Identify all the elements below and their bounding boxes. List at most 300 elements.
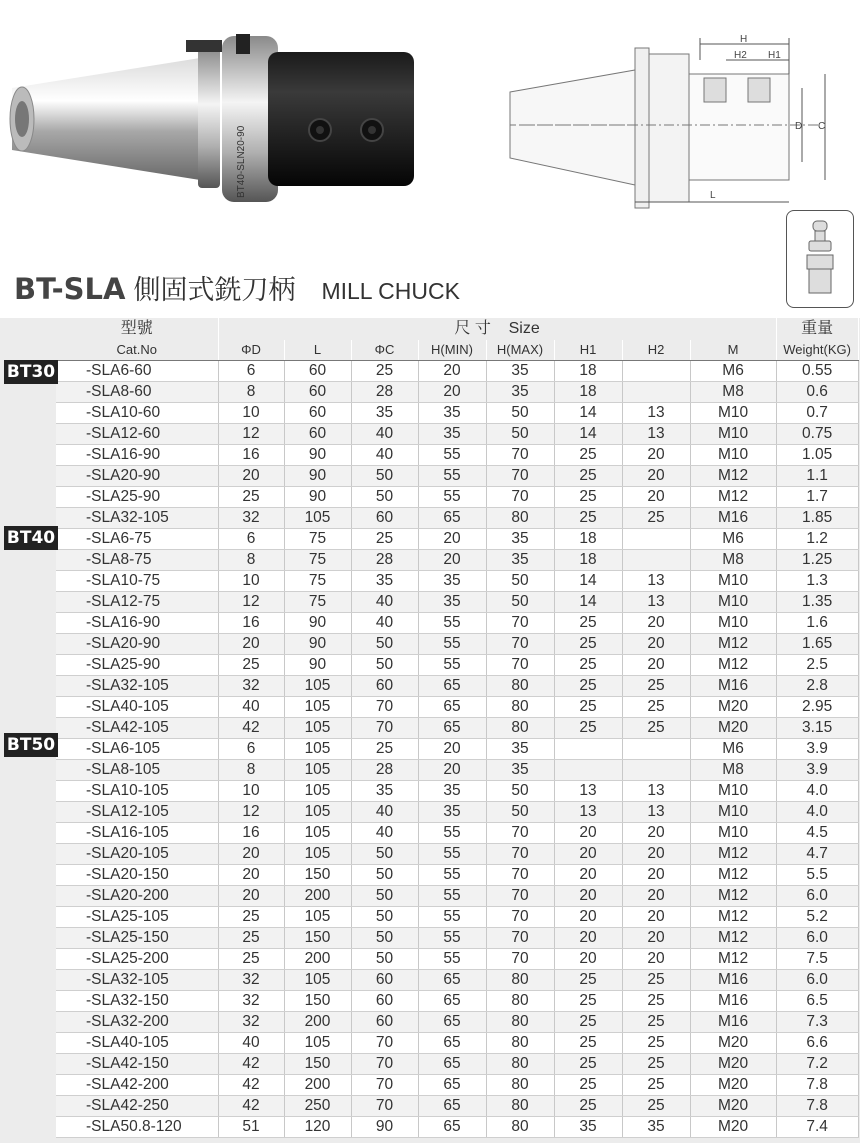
cell-cat-no: -SLA25-150 [56,928,218,949]
table-cell: 150 [284,865,351,886]
table-cell: 7.2 [776,1054,858,1075]
table-cell: 25 [218,655,284,676]
table-cell: 20 [554,928,622,949]
table-cell: 25 [351,529,418,550]
table-cell: 50 [486,781,554,802]
column-header: M [690,340,776,361]
table-cell: 150 [284,991,351,1012]
table-cell: 25 [622,1033,690,1054]
table-cell: M6 [690,361,776,382]
header-row-top [56,318,858,340]
table-cell: 6.0 [776,886,858,907]
table-cell: 70 [351,1096,418,1117]
table-cell: 25 [622,718,690,739]
table-cell: M12 [690,487,776,508]
table-cell: 105 [284,1033,351,1054]
table-cell: 50 [486,424,554,445]
table-cell: 20 [622,865,690,886]
cell-cat-no: -SLA40-105 [56,697,218,718]
table-cell: 25 [554,655,622,676]
table-cell [554,739,622,760]
diagram-label-d: D [795,121,803,132]
table-cell: 16 [218,445,284,466]
table-cell: 65 [418,1096,486,1117]
table-row [56,655,858,676]
table-row [56,1096,858,1117]
table-cell: 1.3 [776,571,858,592]
table-cell: M12 [690,634,776,655]
title-code: BT-SLA [14,272,126,306]
table-cell: 50 [351,865,418,886]
table-cell: M8 [690,382,776,403]
table-cell: 0.6 [776,382,858,403]
table-cell: 13 [622,802,690,823]
table-cell: 20 [418,760,486,781]
table-cell: 14 [554,424,622,445]
column-header: Cat.No [56,340,218,361]
table-cell: 25 [218,928,284,949]
table-cell: 50 [486,592,554,613]
cell-cat-no: -SLA12-60 [56,424,218,445]
header-size-cn: 尺 寸 [454,320,491,337]
table-cell: M6 [690,529,776,550]
table-cell: 25 [554,466,622,487]
table-cell: 1.05 [776,445,858,466]
table-cell: 0.55 [776,361,858,382]
table-cell: 50 [351,634,418,655]
column-header: H2 [622,340,690,361]
table-cell: 105 [284,781,351,802]
table-cell: 65 [418,697,486,718]
table-cell: 70 [486,613,554,634]
cell-cat-no: -SLA6-75 [56,529,218,550]
table-cell: 25 [622,508,690,529]
table-cell: 25 [554,613,622,634]
table-cell: 35 [418,571,486,592]
table-cell: 12 [218,592,284,613]
cell-cat-no: -SLA20-90 [56,634,218,655]
table-cell [622,361,690,382]
table-cell: 200 [284,949,351,970]
cell-cat-no: -SLA20-90 [56,466,218,487]
table-cell: 80 [486,697,554,718]
table-cell: 65 [418,676,486,697]
table-cell: 6 [218,739,284,760]
table-cell: M10 [690,445,776,466]
table-cell: 20 [622,907,690,928]
table-cell: 105 [284,718,351,739]
table-cell: 80 [486,1096,554,1117]
table-cell: M12 [690,466,776,487]
cell-cat-no: -SLA10-75 [56,571,218,592]
table-cell: M16 [690,991,776,1012]
table-cell: 80 [486,970,554,991]
table-cell: 20 [554,823,622,844]
spec-table-body [56,361,858,1138]
cell-cat-no: -SLA25-105 [56,907,218,928]
table-cell: M8 [690,550,776,571]
table-cell [622,739,690,760]
table-cell: 65 [418,991,486,1012]
table-cell: 70 [486,466,554,487]
table-cell: 250 [284,1096,351,1117]
table-cell: 65 [418,1012,486,1033]
table-cell: 16 [218,613,284,634]
cell-cat-no: -SLA25-90 [56,487,218,508]
table-row [56,991,858,1012]
table-row [56,613,858,634]
table-cell: 32 [218,508,284,529]
table-cell: 60 [351,508,418,529]
table-cell: 35 [486,382,554,403]
table-cell: 70 [351,718,418,739]
cell-cat-no: -SLA6-105 [56,739,218,760]
table-row [56,907,858,928]
table-cell: 65 [418,1054,486,1075]
table-cell: 25 [554,1054,622,1075]
table-cell: 55 [418,865,486,886]
table-cell: 75 [284,550,351,571]
table-row [56,970,858,991]
table-cell: 2.95 [776,697,858,718]
table-cell: 35 [351,571,418,592]
table-cell: 35 [418,592,486,613]
pull-stud-icon [786,210,854,308]
table-cell: 35 [622,1117,690,1138]
table-cell: 25 [218,949,284,970]
table-cell: 6.0 [776,970,858,991]
table-cell [622,550,690,571]
table-cell: 13 [622,592,690,613]
cell-cat-no: -SLA32-105 [56,676,218,697]
column-header: L [284,340,351,361]
table-cell: 32 [218,1012,284,1033]
table-cell: 60 [351,991,418,1012]
table-cell: 42 [218,1054,284,1075]
table-cell: 105 [284,844,351,865]
table-cell: 25 [554,676,622,697]
table-cell: 35 [418,781,486,802]
table-cell: 90 [284,655,351,676]
table-cell [622,382,690,403]
table-cell: 1.7 [776,487,858,508]
table-cell: 50 [486,403,554,424]
table-cell: 25 [622,1012,690,1033]
table-cell: 25 [554,508,622,529]
table-cell: 16 [218,823,284,844]
table-cell: 40 [351,613,418,634]
table-cell: 25 [622,676,690,697]
table-cell: 65 [418,970,486,991]
header-model-cn: 型號 [56,318,218,340]
table-cell: 20 [554,907,622,928]
table-cell: 6 [218,361,284,382]
table-cell: 51 [218,1117,284,1138]
table-cell: 10 [218,781,284,802]
table-cell: M10 [690,424,776,445]
table-cell: 55 [418,445,486,466]
photo-marking: BT40-SLN20-90 [236,125,247,198]
table-cell: 65 [418,718,486,739]
table-cell: 70 [351,697,418,718]
table-cell: 4.0 [776,802,858,823]
cell-cat-no: -SLA42-200 [56,1075,218,1096]
table-cell: 70 [486,844,554,865]
table-cell: 6.5 [776,991,858,1012]
table-cell: M10 [690,802,776,823]
table-row [56,487,858,508]
table-cell: 20 [622,928,690,949]
table-row [56,1054,858,1075]
cell-cat-no: -SLA20-150 [56,865,218,886]
table-cell: 4.0 [776,781,858,802]
cell-cat-no: -SLA8-105 [56,760,218,781]
table-cell: 20 [418,739,486,760]
table-cell: 50 [351,928,418,949]
series-label: BT50 [4,733,58,757]
header-row-columns [56,340,858,361]
table-cell: 42 [218,1075,284,1096]
cell-cat-no: -SLA10-60 [56,403,218,424]
table-cell: 55 [418,949,486,970]
table-cell: 105 [284,739,351,760]
table-cell: 35 [418,802,486,823]
table-row [56,508,858,529]
table-cell: 3.9 [776,739,858,760]
table-cell: 7.8 [776,1075,858,1096]
table-cell: 65 [418,1033,486,1054]
table-cell: M6 [690,739,776,760]
header-weight-cn: 重量 [776,318,858,340]
table-cell: 25 [554,1012,622,1033]
table-cell: 42 [218,718,284,739]
table-cell: 5.2 [776,907,858,928]
table-cell: 25 [554,1096,622,1117]
table-cell: 70 [486,907,554,928]
table-cell: 35 [351,781,418,802]
table-cell: 7.5 [776,949,858,970]
table-cell: 25 [622,697,690,718]
table-cell: 8 [218,760,284,781]
table-cell: 70 [486,886,554,907]
table-cell: 60 [284,403,351,424]
table-cell: 20 [622,445,690,466]
cell-cat-no: -SLA16-90 [56,445,218,466]
header-size-en: Size [508,320,540,337]
table-cell: 90 [284,445,351,466]
table-cell: 80 [486,508,554,529]
diagram-label-l: L [710,190,716,201]
table-cell: 0.75 [776,424,858,445]
cell-cat-no: -SLA32-105 [56,508,218,529]
table-row [56,928,858,949]
table-cell: 12 [218,802,284,823]
table-cell: 70 [486,823,554,844]
table-cell: 50 [351,655,418,676]
table-cell: 20 [622,949,690,970]
table-cell: 20 [622,655,690,676]
table-cell: 25 [622,970,690,991]
table-cell: 2.8 [776,676,858,697]
table-cell: M10 [690,823,776,844]
table-cell: M16 [690,676,776,697]
table-cell: 25 [554,1033,622,1054]
table-cell: M10 [690,613,776,634]
table-cell: 105 [284,760,351,781]
table-cell: 65 [418,1075,486,1096]
table-cell: 80 [486,991,554,1012]
diagram-label-h1: H1 [768,50,781,61]
table-cell: 70 [351,1033,418,1054]
table-row [56,718,858,739]
table-cell: 20 [418,382,486,403]
table-row [56,1117,858,1138]
table-cell: 55 [418,886,486,907]
table-cell: 18 [554,382,622,403]
table-cell: 20 [554,886,622,907]
table-cell: 20 [622,466,690,487]
table-cell: 80 [486,1117,554,1138]
table-cell: M12 [690,886,776,907]
table-cell: 20 [554,949,622,970]
table-cell: 90 [284,634,351,655]
table-cell: 8 [218,382,284,403]
table-cell [554,760,622,781]
table-row [56,382,858,403]
table-cell: 50 [351,844,418,865]
table-row [56,781,858,802]
table-cell: 35 [486,550,554,571]
cell-cat-no: -SLA50.8-120 [56,1117,218,1138]
table-cell: 14 [554,592,622,613]
cell-cat-no: -SLA12-105 [56,802,218,823]
table-cell: 25 [351,739,418,760]
table-cell: 40 [218,697,284,718]
table-row [56,466,858,487]
column-header: ΦC [351,340,418,361]
table-cell: 70 [486,655,554,676]
table-cell: 25 [622,1096,690,1117]
spec-table [56,318,859,1138]
table-cell: 18 [554,550,622,571]
table-cell: 55 [418,655,486,676]
table-cell: 70 [486,445,554,466]
table-cell: 5.5 [776,865,858,886]
table-row [56,802,858,823]
table-cell: 65 [418,508,486,529]
table-cell: 25 [218,487,284,508]
table-row [56,571,858,592]
table-cell: 105 [284,508,351,529]
cell-cat-no: -SLA42-105 [56,718,218,739]
table-row [56,844,858,865]
table-cell: M20 [690,1054,776,1075]
table-cell: 20 [622,823,690,844]
table-cell: 70 [486,487,554,508]
table-cell: 1.6 [776,613,858,634]
title-english: MILL CHUCK [321,278,460,304]
table-cell: 55 [418,928,486,949]
table-cell: 70 [486,865,554,886]
table-cell: 120 [284,1117,351,1138]
table-cell: 25 [554,445,622,466]
table-cell: 35 [418,424,486,445]
table-cell: 40 [351,592,418,613]
table-cell: 80 [486,1075,554,1096]
table-cell: 2.5 [776,655,858,676]
table-cell: 50 [351,487,418,508]
table-cell: 70 [486,928,554,949]
cell-cat-no: -SLA20-200 [56,886,218,907]
table-cell: 28 [351,760,418,781]
table-cell: M20 [690,1096,776,1117]
table-cell: 60 [351,676,418,697]
series-label: BT30 [4,360,58,384]
table-cell: 13 [622,781,690,802]
table-cell: 50 [486,802,554,823]
table-cell: 50 [351,949,418,970]
table-cell: 8 [218,550,284,571]
table-cell: 200 [284,886,351,907]
table-cell: 25 [218,907,284,928]
table-cell: 20 [418,550,486,571]
table-cell: 13 [622,424,690,445]
table-cell: 60 [284,382,351,403]
table-cell: M16 [690,970,776,991]
table-cell: M20 [690,1117,776,1138]
page-title [14,268,460,312]
cell-cat-no: -SLA20-105 [56,844,218,865]
cell-cat-no: -SLA16-105 [56,823,218,844]
table-cell: 90 [284,487,351,508]
table-cell: 65 [418,1117,486,1138]
table-cell: 80 [486,718,554,739]
table-cell: 105 [284,697,351,718]
table-cell: 40 [351,445,418,466]
table-row [56,676,858,697]
table-cell: 25 [554,1075,622,1096]
table-cell: 25 [622,1075,690,1096]
table-row [56,550,858,571]
table-cell: 1.35 [776,592,858,613]
table-cell: 20 [554,865,622,886]
table-cell: 60 [351,1012,418,1033]
table-cell: 13 [554,802,622,823]
table-cell: 80 [486,676,554,697]
table-cell: 14 [554,403,622,424]
cell-cat-no: -SLA42-250 [56,1096,218,1117]
table-cell: 35 [486,760,554,781]
table-cell: 40 [351,823,418,844]
cell-cat-no: -SLA32-200 [56,1012,218,1033]
cell-cat-no: -SLA42-150 [56,1054,218,1075]
table-cell: M10 [690,403,776,424]
table-cell: M12 [690,949,776,970]
cell-cat-no: -SLA32-150 [56,991,218,1012]
table-cell: 200 [284,1012,351,1033]
table-cell: 25 [554,970,622,991]
table-row [56,697,858,718]
table-cell: M12 [690,907,776,928]
table-cell: M20 [690,1033,776,1054]
table-cell: 35 [486,361,554,382]
cell-cat-no: -SLA8-75 [56,550,218,571]
table-cell: M16 [690,508,776,529]
table-cell: 105 [284,802,351,823]
table-cell: 55 [418,907,486,928]
table-cell: 28 [351,382,418,403]
table-cell: 20 [622,487,690,508]
